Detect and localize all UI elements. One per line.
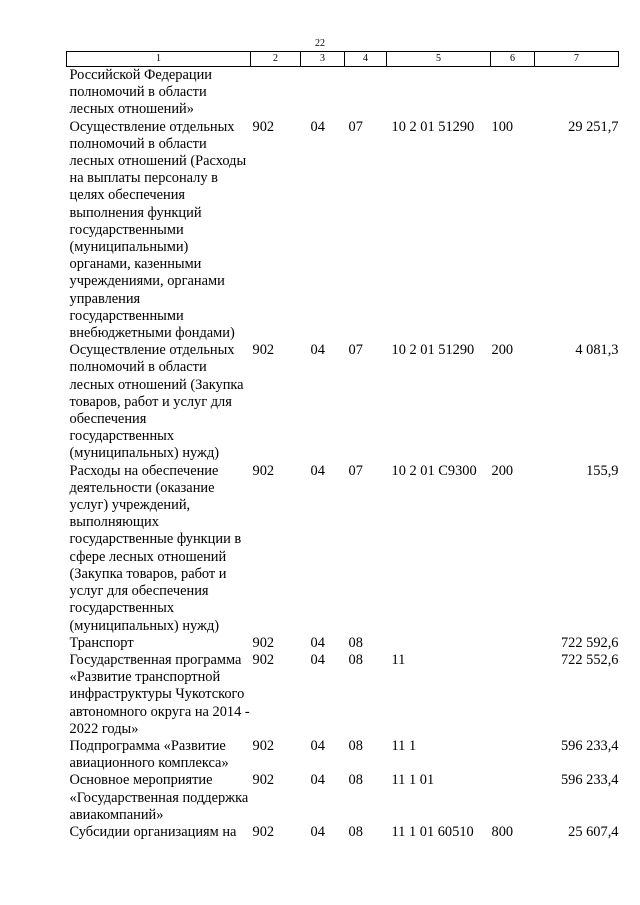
row-amount: 25 607,4 <box>568 823 619 840</box>
row-expense-type-code <box>491 738 535 772</box>
row-subsection-code: 07 <box>348 118 363 135</box>
row-section-code <box>301 67 345 119</box>
column-header-3: 3 <box>301 52 345 67</box>
row-subsection-code: 08 <box>348 651 363 668</box>
table-row <box>67 738 619 772</box>
row-name: Государственная программа «Развитие транспортной инфраструктуры Чукотского автономного округа на 2014 - 2022 годы» <box>69 651 250 737</box>
table-row <box>67 824 619 841</box>
row-department-code <box>251 67 301 119</box>
row-section-code: 04 <box>310 342 325 359</box>
row-amount: 4 081,3 <box>575 342 619 359</box>
row-name: Основное мероприятие «Государственная поддержка авиакомпаний» <box>69 772 249 823</box>
row-amount: 596 233,4 <box>560 737 619 754</box>
row-department-code: 902 <box>252 737 275 754</box>
column-header-5: 5 <box>387 52 491 67</box>
row-name: Осуществление отдельных полномочий в области лесных отношений (Закупка товаров, работ и услуг для обеспечения государственных (муниципальных) нужд) <box>69 342 244 462</box>
row-section-code: 04 <box>310 462 325 479</box>
row-subsection-code: 07 <box>348 462 363 479</box>
row-department-code: 902 <box>252 462 275 479</box>
row-amount: 155,9 <box>586 462 619 479</box>
table-row <box>67 772 619 824</box>
row-section-code: 04 <box>310 118 325 135</box>
row-expense-type-code: 100 <box>491 118 514 135</box>
table-row <box>67 342 619 462</box>
row-expense-type-code <box>491 652 535 738</box>
row-name: Подпрограмма «Развитие авиационного комплекса» <box>69 737 229 772</box>
row-section-code: 04 <box>310 634 325 651</box>
row-name: Субсидии организациям на <box>69 823 237 840</box>
row-target-article-code: 10 2 01 51290 <box>391 118 475 135</box>
table-body <box>67 67 619 842</box>
row-target-article-code: 10 2 01 51290 <box>391 342 475 359</box>
column-header-4: 4 <box>345 52 387 67</box>
column-header-7: 7 <box>535 52 619 67</box>
row-expense-type-code <box>491 67 535 119</box>
row-expense-type-code: 200 <box>491 462 514 479</box>
row-subsection-code: 08 <box>348 772 363 789</box>
row-target-article-code: 11 1 <box>391 737 417 754</box>
row-amount <box>535 67 619 119</box>
row-name: Осуществление отдельных полномочий в области лесных отношений (Расходы на выплаты персоналу в целях обеспечения выполнения функций государственными (муниципальными) органами, казенными учреждениями, органами управления государственными внебюджетными фондами) <box>69 118 247 342</box>
table-row <box>67 652 619 738</box>
row-expense-type-code: 800 <box>491 823 514 840</box>
row-subsection-code: 08 <box>348 634 363 651</box>
header-row <box>67 52 619 67</box>
table-row <box>67 635 619 652</box>
row-section-code: 04 <box>310 772 325 789</box>
row-amount: 722 552,6 <box>560 651 619 668</box>
row-name: Транспорт <box>69 634 134 651</box>
row-name: Расходы на обеспечение деятельности (оказание услуг) учреждений, выполняющих государственные функции в сфере лесных отношений (Закупка товаров, работ и услуг для обеспечения государственных (муниципальных) нужд) <box>69 462 242 634</box>
row-target-article-code: 10 2 01 С9300 <box>391 462 477 479</box>
row-department-code: 902 <box>252 634 275 651</box>
row-target-article-code: 11 <box>391 651 406 668</box>
table-row <box>67 67 619 119</box>
row-section-code: 04 <box>310 651 325 668</box>
row-expense-type-code <box>491 772 535 824</box>
row-target-article-code: 11 1 01 60510 <box>391 823 474 840</box>
row-department-code: 902 <box>252 823 275 840</box>
table-row <box>67 119 619 343</box>
row-subsection-code: 08 <box>348 823 363 840</box>
row-expense-type-code: 200 <box>491 342 514 359</box>
row-department-code: 902 <box>252 118 275 135</box>
page-number: 22 <box>315 38 325 49</box>
row-section-code: 04 <box>310 737 325 754</box>
row-expense-type-code <box>491 635 535 652</box>
table-row <box>67 463 619 635</box>
column-header-1: 1 <box>67 52 251 67</box>
row-department-code: 902 <box>252 651 275 668</box>
row-department-code: 902 <box>252 772 275 789</box>
row-section-code: 04 <box>310 823 325 840</box>
row-name: Российской Федерации полномочий в области лесных отношений» <box>69 67 212 118</box>
row-subsection-code: 07 <box>348 342 363 359</box>
row-target-article-code: 11 1 01 <box>391 772 435 789</box>
column-header-6: 6 <box>491 52 535 67</box>
row-target-article-code <box>387 635 491 652</box>
table-header <box>67 52 619 67</box>
row-subsection-code: 08 <box>348 737 363 754</box>
row-department-code: 902 <box>252 342 275 359</box>
row-amount: 29 251,7 <box>568 118 619 135</box>
budget-table <box>66 51 619 841</box>
row-amount: 596 233,4 <box>560 772 619 789</box>
row-target-article-code <box>387 67 491 119</box>
row-amount: 722 592,6 <box>560 634 619 651</box>
row-subsection-code <box>345 67 387 119</box>
column-header-2: 2 <box>251 52 301 67</box>
